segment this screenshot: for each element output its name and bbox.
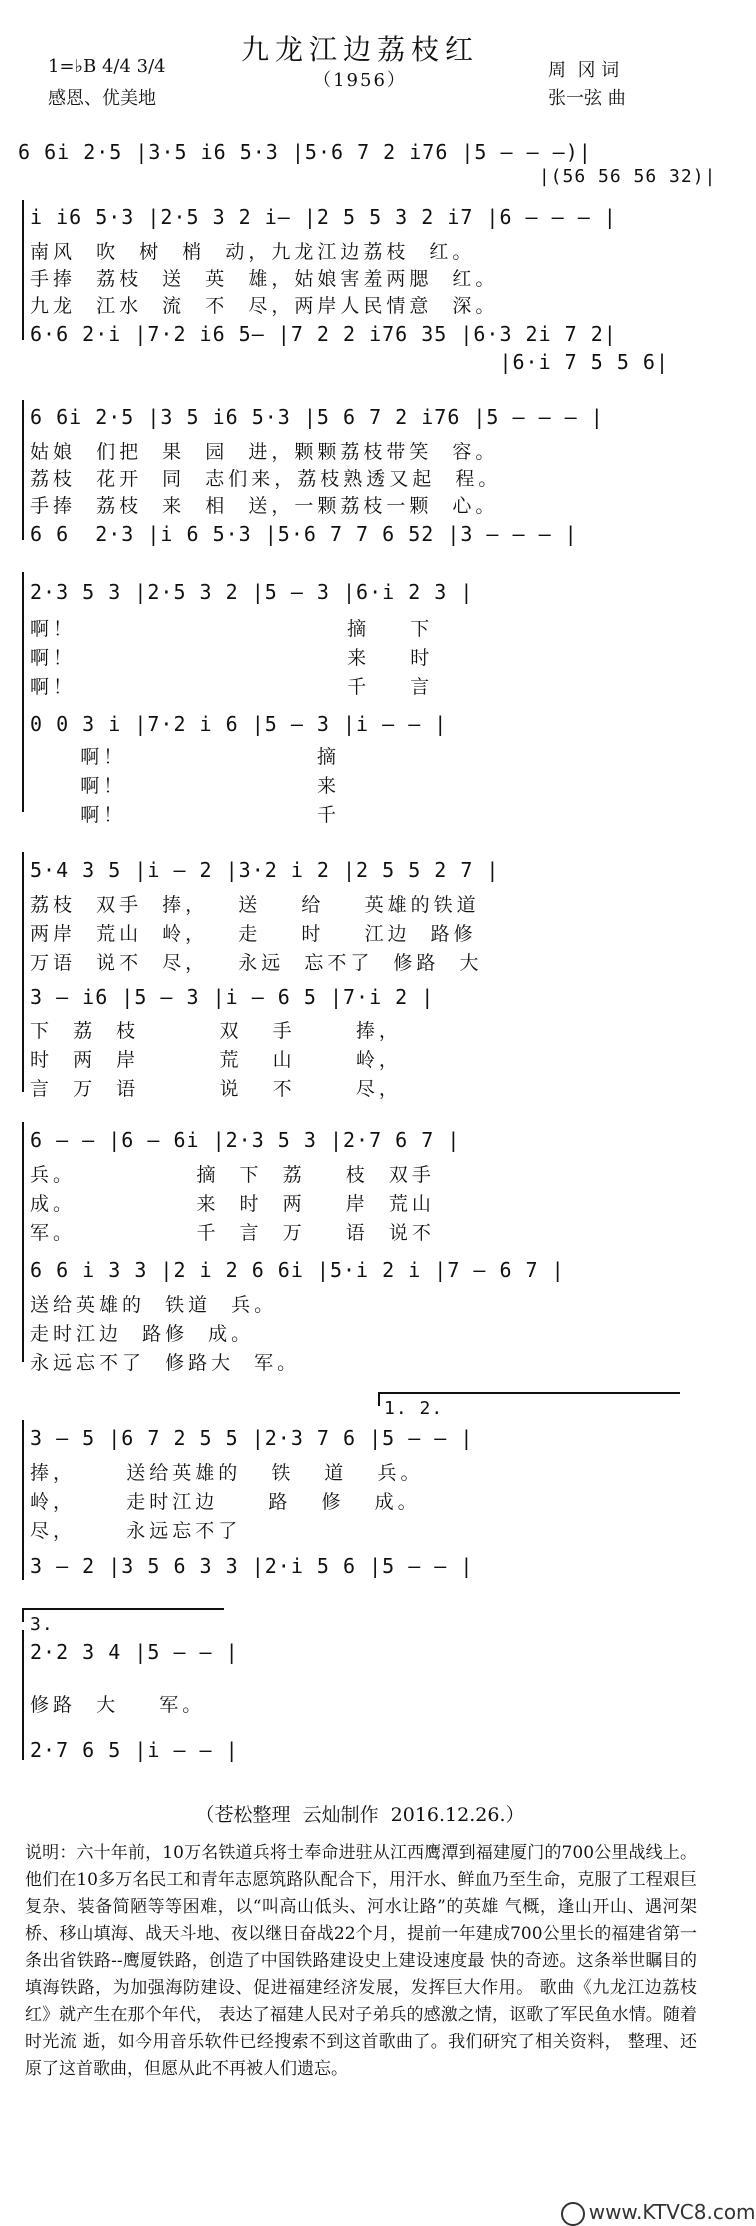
lyric-line: 军。 千 言 万 语 说不	[30, 1222, 435, 1244]
system-brace	[22, 200, 24, 340]
watermark-text: www.KTVC8.com	[588, 2200, 756, 2224]
system-brace	[22, 572, 24, 812]
system-brace	[22, 1630, 24, 1760]
notation-line: 5·4 3 5 |i — 2 |3·2 i 2 |2 5 5 2 7 |	[30, 858, 500, 882]
lyric-line: 两岸 荒山 岭， 走 时 江边 路修	[30, 923, 477, 945]
lyric-line: 万语 说不 尽， 永远 忘不了 修路 大	[30, 952, 483, 974]
lyric-line: 捧， 送给英雄的 铁 道 兵。	[30, 1462, 424, 1484]
lyric-line: 成。 来 时 两 岸 荒山	[30, 1193, 435, 1215]
volta-label: 3.	[30, 1614, 54, 1635]
system-brace	[22, 400, 24, 540]
system-brace	[22, 1420, 24, 1580]
notation-line: 6 6 i 3 3 |2 i 2 6 6i |5·i 2 i |7 — 6 7 |	[30, 1258, 565, 1282]
lyric-line: 啊！ 摘	[30, 746, 340, 768]
key-signature: 1=♭B 4/4 3/4	[48, 56, 166, 77]
watermark-logo-icon	[561, 2202, 585, 2226]
lyric-line: 时 两 岸 荒 山 岭，	[30, 1049, 402, 1071]
lyric-line: 啊！ 来	[30, 775, 340, 797]
notation-line: 6 6 2·3 |i 6 5·3 |5·6 7 7 6 52 |3 — — — |	[30, 522, 578, 546]
composer-credit: 张一弦 曲	[548, 88, 626, 109]
notation-line: 2·3 5 3 |2·5 3 2 |5 — 3 |6·i 2 3 |	[30, 580, 474, 604]
lyric-line: 永远忘不了 修路大 军。	[30, 1352, 301, 1374]
lyric-line: 啊！ 千 言	[30, 676, 434, 698]
lyric-line: 走时江边 路修 成。	[30, 1323, 255, 1345]
system-brace	[22, 1122, 24, 1362]
mood-marking: 感恩、优美地	[48, 88, 156, 109]
lyric-line: 送给英雄的 铁道 兵。	[30, 1294, 278, 1316]
lyric-line: 啊！ 来 时	[30, 647, 434, 669]
notation-line: 2·7 6 5 |i — — |	[30, 1738, 239, 1762]
site-watermark	[548, 2176, 756, 2226]
lyric-line: 姑娘 们把 果 园 进，颗颗荔枝带笑 容。	[30, 441, 499, 463]
notation-line: 0 0 3 i |7·2 i 6 |5 — 3 |i — — |	[30, 712, 448, 736]
song-title: 九龙江边荔枝红	[240, 33, 479, 66]
lyric-line: 岭， 走时江边 路 修 成。	[30, 1491, 421, 1513]
lyric-line: 荔枝 双手 捧， 送 给 英雄的铁道	[30, 894, 480, 916]
lyric-line: 荔枝 花开 同 志们来，荔枝熟透又起 程。	[30, 468, 502, 490]
notation-line: 3 — 2 |3 5 6 3 3 |2·i 5 6 |5 — — |	[30, 1554, 474, 1578]
notation-line: |6·i 7 5 5 6|	[30, 350, 670, 374]
notation-line: |(56 56 56 32)|	[18, 166, 717, 187]
lyric-line: 啊！ 千	[30, 804, 340, 826]
lyric-line: 尽， 永远忘不了	[30, 1520, 242, 1542]
notation-line: 2·2 3 4 |5 — — |	[30, 1640, 239, 1664]
lyric-line: 手捧 荔枝 送 英 雄，姑娘害羞两腮 红。	[30, 268, 499, 290]
lyric-line: 南风 吹 树 梢 动，九龙江边荔枝 红。	[30, 241, 476, 263]
notation-line: 6 6i 2·5 |3 5 i6 5·3 |5 6 7 2 i76 |5 — — — |	[30, 405, 604, 429]
lyric-line: 修路 大 军。	[30, 1694, 206, 1716]
lyricist-credit: 周 冈 词	[548, 60, 620, 81]
notation-line: 6·6 2·i |7·2 i6 5— |7 2 2 i76 35 |6·3 2i 7 2|	[30, 322, 617, 346]
lyric-line: 九龙 江水 流 不 尽，两岸人民情意 深。	[30, 295, 499, 317]
lyric-line: 下 荔 枝 双 手 捧，	[30, 1020, 402, 1042]
notation-line: i i6 5·3 |2·5 3 2 i— |2 5 5 3 2 i7 |6 — — — |	[30, 205, 617, 229]
explanatory-note: 说明：六十年前，10万名铁道兵将士奉命进驻从江西鹰潭到福建厦门的700公里战线上。他们在10多万名民工和青年志愿筑路队配合下，用汗水、鲜血乃至生命，克服了工程艰巨复杂、装备简陋等等困难，以“叫高山低头、河水让路”的英雄 气概，逢山开山、遇河架桥、移山填海、战天斗地、夜以继日奋战22个月，提前一年建成700公里长的福建省第一条出省铁路--鹰厦铁路，创造了中国铁路建设史上建设速度最 快的奇迹。这条举世瞩目的填海铁路，为加强海防建设、促进福建经济发展，发挥巨大作用。 歌曲《九龙江边荔枝红》就产生在那个年代， 表达了福建人民对子弟兵的感激之情，讴歌了军民鱼水情。随着时光流 逝，如今用音乐软件已经搜索不到这首歌曲了。我们研究了相关资料， 整理、还原了这首歌曲，但愿从此不再被人们遗忘。	[25, 1843, 697, 2079]
lyric-line: 手捧 荔枝 来 相 送，一颗荔枝一颗 心。	[30, 495, 499, 517]
lyric-line: 啊！ 摘 下	[30, 618, 434, 640]
lyric-line: 言 万 语 说 不 尽，	[30, 1078, 402, 1100]
arranger-credit: （苍松整理 云灿制作 2016.12.26.）	[195, 1804, 525, 1826]
notation-line: 3 — 5 |6 7 2 5 5 |2·3 7 6 |5 — — |	[30, 1426, 474, 1450]
song-year: （1956）	[313, 70, 407, 91]
volta-label: 1. 2.	[384, 1398, 444, 1419]
system-brace	[22, 852, 24, 1092]
notation-line: 3 — i6 |5 — 3 |i — 6 5 |7·i 2 |	[30, 985, 435, 1009]
notation-line: 6 6i 2·5 |3·5 i6 5·3 |5·6 7 2 i76 |5 — — —)|	[18, 140, 592, 164]
lyric-line: 兵。 摘 下 荔 枝 双手	[30, 1164, 435, 1186]
notation-line: 6 — — |6 — 6i |2·3 5 3 |2·7 6 7 |	[30, 1128, 461, 1152]
